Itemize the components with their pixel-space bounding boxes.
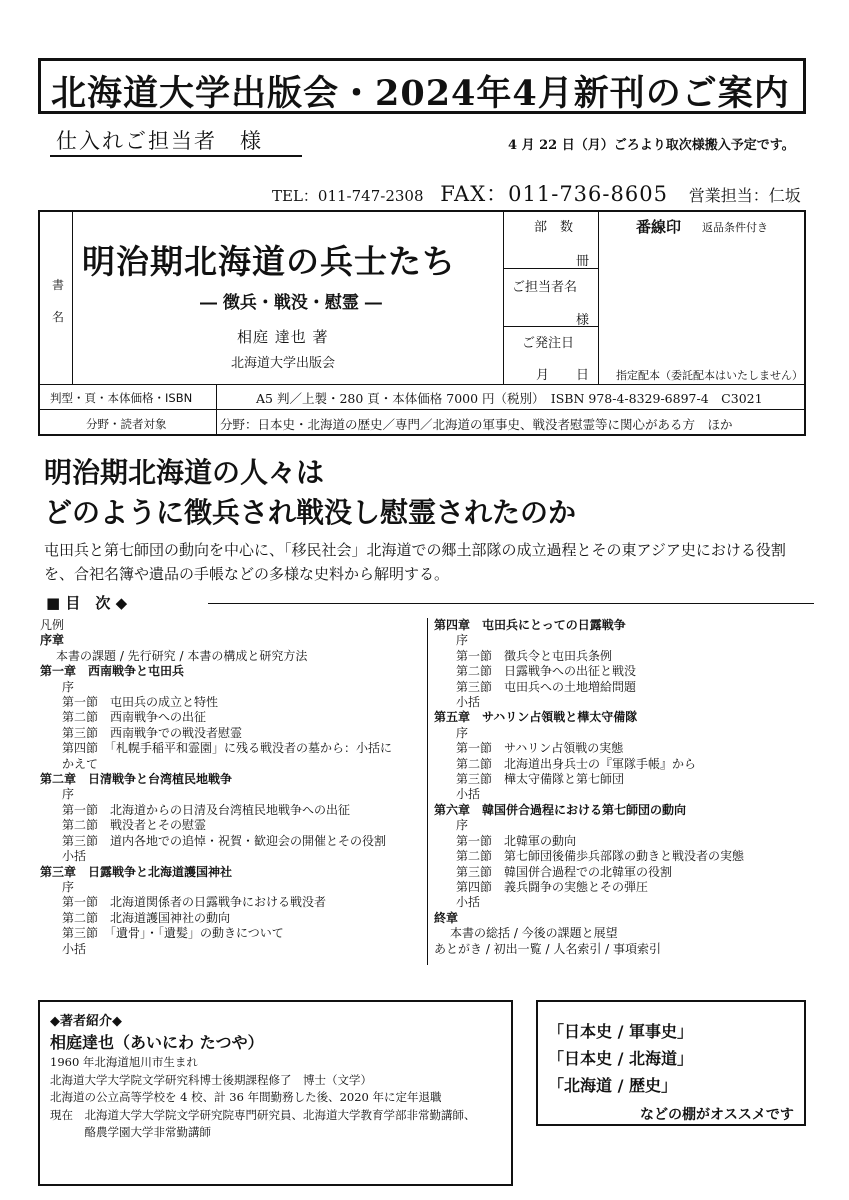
field-label: 分野・読者対象 bbox=[86, 417, 167, 431]
tel-number: TEL：011-747-2308 bbox=[272, 187, 424, 205]
person-suffix[interactable]: 様 bbox=[576, 313, 590, 328]
toc-item: 第二節 北海道出身兵士の『軍隊手帳』から bbox=[456, 756, 697, 771]
shelf-note: などの棚がオススメです bbox=[640, 1107, 794, 1123]
toc-item: 第二節 北海道護国神社の動向 bbox=[62, 910, 231, 925]
toc-chapter: 第六章 韓国併合過程における第七師団の動向 bbox=[434, 802, 687, 817]
toc-item: 第一節 屯田兵の成立と特性 bbox=[62, 695, 219, 710]
toc-left-column bbox=[40, 618, 392, 957]
author-box bbox=[38, 1000, 513, 1186]
fax-number: FAX：011-736-8605 bbox=[440, 182, 668, 206]
toc-item: 序 bbox=[62, 879, 75, 894]
contact-line bbox=[272, 178, 801, 208]
toc-item: 第三節 屯田兵への土地増給問題 bbox=[456, 679, 637, 694]
toc-chapter: 第二章 日清戦争と台湾植民地戦争 bbox=[40, 772, 233, 787]
toc-item: 第二節 日露戦争への出征と戦没 bbox=[456, 664, 637, 679]
spec-label: 判型・頁・本体価格・ISBN bbox=[50, 391, 193, 405]
shelf-recommendation-box bbox=[536, 1000, 806, 1126]
toc-item: 序 bbox=[62, 787, 75, 802]
order-date-day[interactable]: 日 bbox=[576, 368, 590, 383]
toc-item: 第二節 戦没者とその慰霊 bbox=[62, 818, 207, 833]
author-name: 相庭達也（あいにわ たつや） bbox=[50, 1033, 264, 1052]
toc-item: 第三節 「遺骨」・「遺髪」の動きについて bbox=[62, 926, 284, 941]
toc-item: 小括 bbox=[456, 895, 481, 910]
toc-chapter: 終章 bbox=[434, 910, 459, 925]
toc-item: 第三節 道内各地での追悼・祝賀・歓迎会の開催とその役割 bbox=[62, 833, 387, 848]
book-publisher: 北海道大学出版会 bbox=[231, 356, 336, 371]
toc-item: 小括 bbox=[456, 695, 481, 710]
copies-label: 部 数 bbox=[534, 220, 574, 235]
book-author: 相庭 達也 著 bbox=[237, 328, 329, 346]
toc-item: 第二節 西南戦争への出征 bbox=[62, 710, 207, 725]
headline bbox=[44, 453, 576, 533]
field-value: 分野：日本史・北海道の歴史／専門／北海道の軍事史、戦没者慰霊等に関心がある方 ほか bbox=[220, 417, 733, 432]
toc-item: 序 bbox=[456, 725, 469, 740]
stamp-label: 番線印 bbox=[636, 218, 682, 236]
toc-item: 第四節 「札幌手稲平和霊園」に残る戦没者の墓から：小括に bbox=[62, 741, 393, 756]
author-bio-line: 北海道大学大学院文学研究科博士後期課程修了 博士（文学） bbox=[50, 1072, 372, 1087]
toc-item: 凡例 bbox=[40, 618, 65, 632]
page-title: 北海道大学出版会・2024年4月新刊のご案内 bbox=[51, 73, 790, 114]
toc-item: 本書の課題 / 先行研究 / 本書の構成と研究方法 bbox=[56, 648, 308, 663]
header-box bbox=[38, 58, 806, 114]
toc-item: あとがき / 初出一覧 / 人名索引 / 事項索引 bbox=[434, 941, 662, 956]
toc-item: 第四節 義兵闘争の実態とその弾圧 bbox=[456, 879, 649, 894]
toc-item: 序 bbox=[62, 679, 75, 694]
toc-item: 小括 bbox=[456, 787, 481, 802]
toc-rule bbox=[208, 603, 814, 604]
return-condition: 返品条件付き bbox=[702, 221, 768, 234]
toc-item: 第一節 サハリン占領戦の実態 bbox=[456, 741, 624, 756]
author-bio-line: 酪農学園大学非常勤講師 bbox=[50, 1125, 211, 1139]
toc-item: 第一節 北韓軍の動向 bbox=[456, 833, 577, 848]
toc-item: 第三節 樺太守備隊と第七師団 bbox=[456, 772, 625, 787]
headline-line-2: どのように徴兵され戦没し慰霊されたのか bbox=[44, 496, 577, 529]
order-date-month[interactable]: 月 bbox=[536, 368, 550, 383]
shomei-label-2: 名 bbox=[52, 310, 65, 324]
book-title: 明治期北海道の兵士たち bbox=[82, 242, 456, 281]
shomei-label-1: 書 bbox=[52, 278, 65, 292]
toc-column-divider bbox=[427, 618, 428, 965]
order-form bbox=[38, 210, 806, 436]
shelf-item: 「日本史 / 北海道」 bbox=[548, 1049, 693, 1068]
person-label: ご担当者名 bbox=[512, 280, 578, 295]
toc-item: かえて bbox=[62, 756, 99, 771]
author-heading: ◆著者紹介◆ bbox=[50, 1014, 122, 1029]
toc-chapter: 第五章 サハリン占領戦と樺太守備隊 bbox=[434, 710, 638, 725]
recipient-line: 仕入れご担当者 様 bbox=[50, 125, 302, 157]
author-bio-line: 現在 北海道大学大学院文学研究院専門研究員、北海道大学教育学部非常勤講師、 bbox=[50, 1107, 476, 1122]
toc-chapter: 第一章 西南戦争と屯田兵 bbox=[40, 664, 185, 679]
toc-item: 第一節 北海道関係者の日露戦争における戦没者 bbox=[62, 895, 327, 910]
lead-text: 屯田兵と第七師団の動向を中心に、「移民社会」北海道での郷土部隊の成立過程とその東アジア史における役割を、合祀名簿や遺品の手帳などの多様な史料から解明する。 bbox=[44, 541, 786, 583]
toc-item: 序 bbox=[456, 633, 469, 648]
toc-item: 第三節 韓国併合過程での北韓軍の役割 bbox=[456, 864, 673, 879]
toc-item: 本書の総括 / 今後の課題と展望 bbox=[450, 926, 618, 941]
spec-value: A5 判／上製・280 頁・本体価格 7000 円（税別） ISBN 978-4-8329-6897-4 C3021 bbox=[256, 391, 763, 406]
book-subtitle: ― 徴兵・戦没・慰霊 ― bbox=[200, 293, 382, 313]
toc-chapter: 第四章 屯田兵にとっての日露戦争 bbox=[434, 618, 626, 632]
toc-item: 第一節 北海道からの日清及台湾植民地戦争への出征 bbox=[62, 802, 351, 817]
author-bio-line: 北海道の公立高等学校を 4 校、計 36 年間勤務した後、2020 年に定年退職 bbox=[50, 1090, 442, 1104]
designated-distribution: 指定配本（委託配本はいたしません） bbox=[616, 369, 803, 382]
toc-item: 第一節 徴兵令と屯田兵条例 bbox=[456, 648, 613, 663]
shelf-list bbox=[548, 1018, 693, 1099]
shelf-item: 「北海道 / 歴史」 bbox=[548, 1076, 677, 1095]
order-date-label: ご発注日 bbox=[522, 336, 575, 351]
copies-unit[interactable]: 冊 bbox=[576, 254, 590, 269]
toc-item: 小括 bbox=[62, 941, 87, 956]
toc-item: 第三節 西南戦争での戦没者慰霊 bbox=[62, 725, 243, 740]
toc-chapter: 序章 bbox=[40, 633, 65, 648]
toc-right-column bbox=[434, 618, 744, 957]
shelf-item: 「日本史 / 軍事史」 bbox=[548, 1022, 693, 1041]
delivery-note: 4 月 22 日（月）ごろより取次様搬入予定です。 bbox=[508, 138, 795, 153]
sales-staff: 営業担当：仁坂 bbox=[688, 186, 801, 205]
headline-line-1: 明治期北海道の人々は bbox=[44, 456, 325, 489]
toc-item: 小括 bbox=[62, 849, 87, 864]
toc-heading: ■ 目 次 ◆ bbox=[46, 594, 128, 612]
author-bio bbox=[50, 1054, 476, 1142]
toc-chapter: 第三章 日露戦争と北海道護国神社 bbox=[40, 864, 233, 879]
toc-item: 第二節 第七師団後備歩兵部隊の動きと戦没者の実態 bbox=[456, 849, 745, 864]
toc-item: 序 bbox=[456, 818, 469, 833]
author-bio-line: 1960 年北海道旭川市生まれ bbox=[50, 1055, 198, 1069]
